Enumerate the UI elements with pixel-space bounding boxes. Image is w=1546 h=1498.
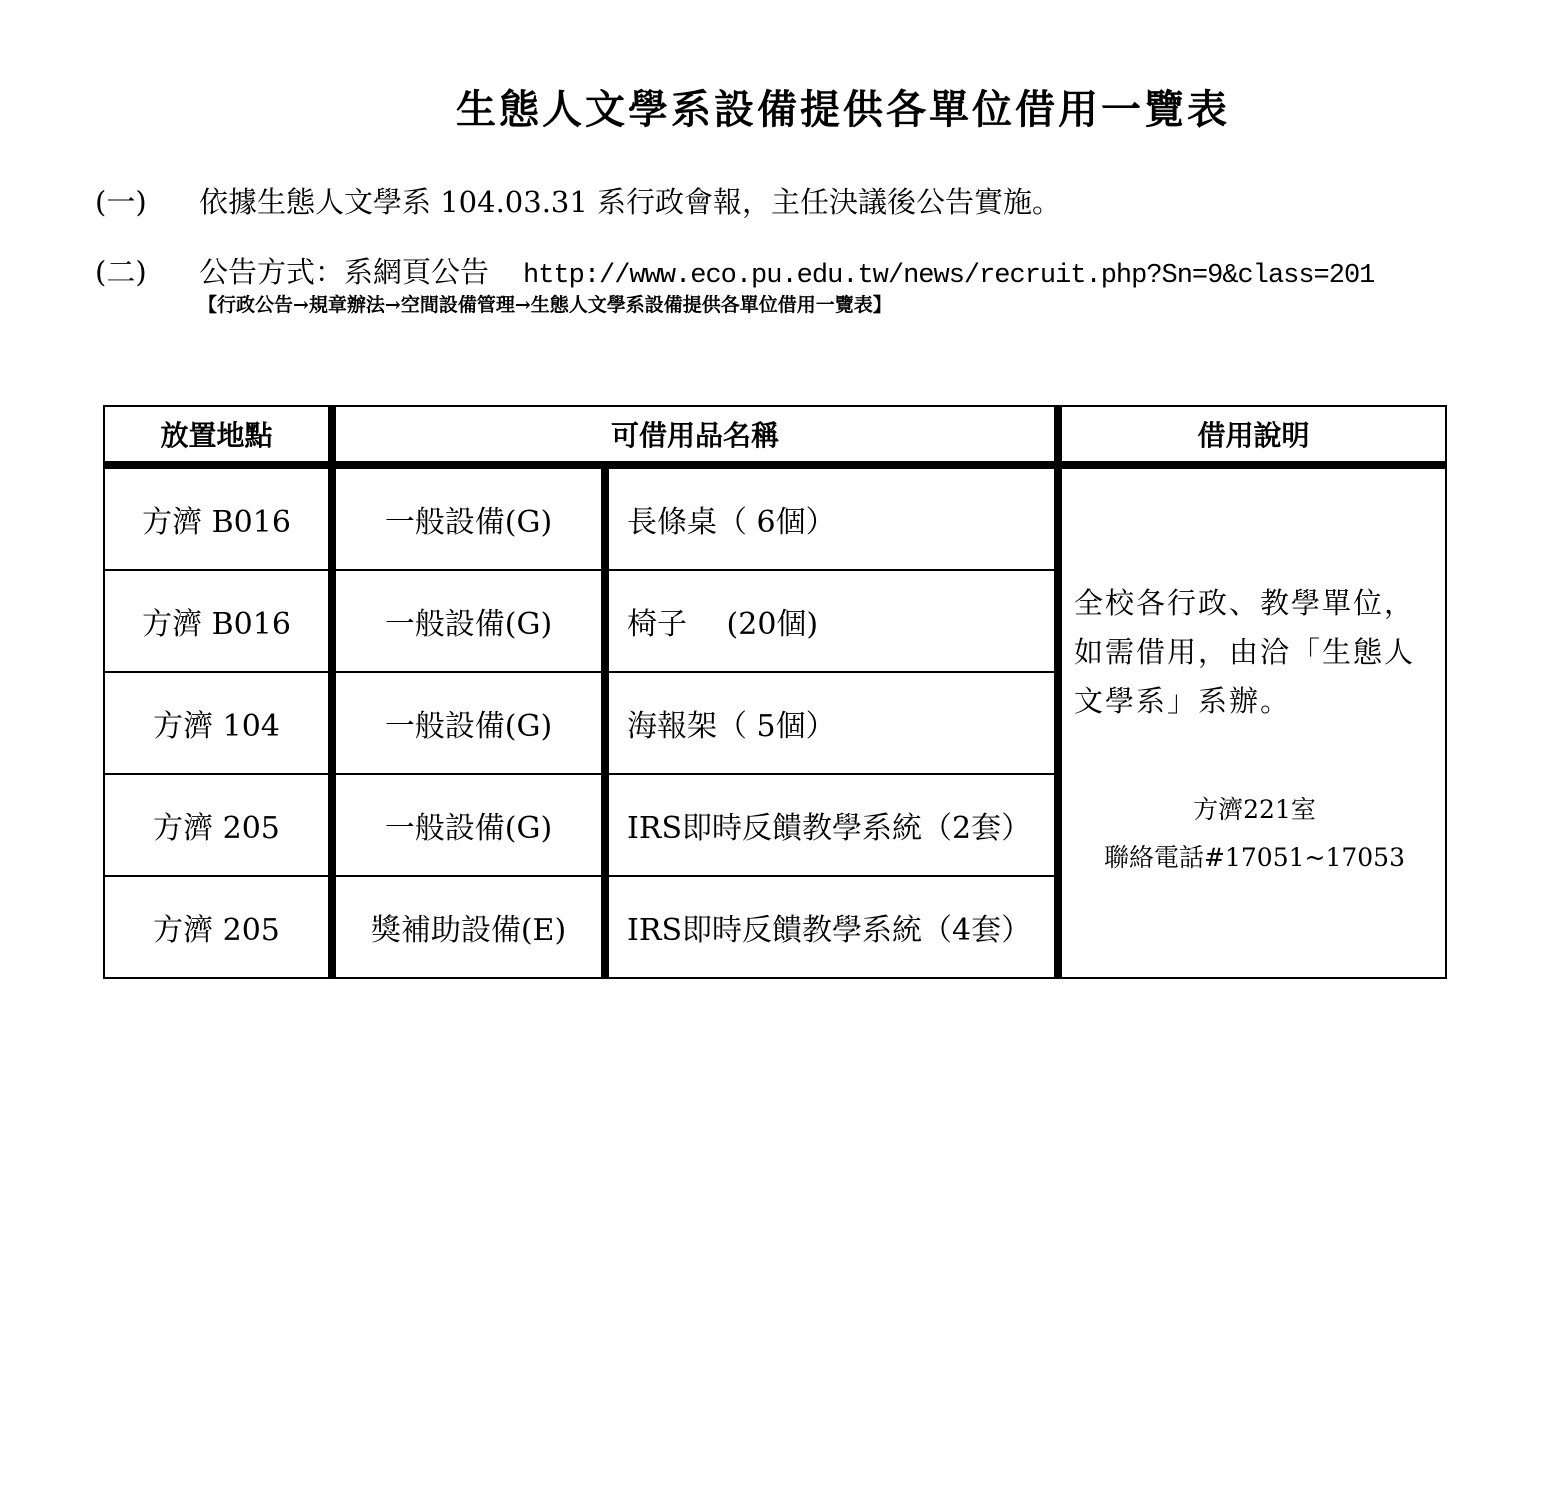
location-cell: 方濟 B016 [104,465,332,570]
item-1-text: 依據生態人文學系 104.03.31 系行政會報，主任決議後公告實施。 [199,185,1062,219]
header-notes: 借用說明 [1058,406,1446,465]
category-cell: 獎補助設備(E) [332,876,605,978]
table-header-row [104,406,1446,465]
item-2-number: (二) [95,255,147,289]
item-cell: 椅子 (20個) [605,570,1058,672]
announcement-url[interactable]: http://www.eco.pu.edu.tw/news/recruit.php?Sn=9&class=201 [523,261,1375,291]
item-1-number: (一) [95,185,147,219]
category-cell: 一般設備(G) [332,465,605,570]
item-cell: 長條桌（ 6個） [605,465,1058,570]
item-cell: 海報架（ 5個） [605,672,1058,774]
location-cell: 方濟 205 [104,876,332,978]
phone-number: 聯絡電話#17051~17053 [1104,843,1405,872]
room-number: 方濟221室 [1193,795,1316,824]
header-location: 放置地點 [104,406,332,465]
item-cell: IRS即時反饋教學系統（2套） [605,774,1058,876]
page-title: 生態人文學系設備提供各單位借用一覽表 [456,87,1230,133]
category-cell: 一般設備(G) [332,774,605,876]
item-2 [95,250,1374,291]
table-row [104,465,1446,570]
category-cell: 一般設備(G) [332,672,605,774]
contact-info [1074,786,1435,882]
navigation-path: 【行政公告→規章辦法→空間設備管理→生態人文學系設備提供各單位借用一覽表】 [198,294,892,316]
notes-cell [1058,465,1446,978]
notes-text: 全校各行政、教學單位，如需借用，由洽「生態人文學系」系辦。 [1074,586,1416,718]
item-cell: IRS即時反饋教學系統（4套） [605,876,1058,978]
item-2-text: 公告方式：系網頁公告 [199,255,490,289]
location-cell: 方濟 104 [104,672,332,774]
equipment-table [103,405,1447,979]
item-1 [95,180,1061,221]
location-cell: 方濟 B016 [104,570,332,672]
header-item-name: 可借用品名稱 [332,406,1058,465]
category-cell: 一般設備(G) [332,570,605,672]
location-cell: 方濟 205 [104,774,332,876]
